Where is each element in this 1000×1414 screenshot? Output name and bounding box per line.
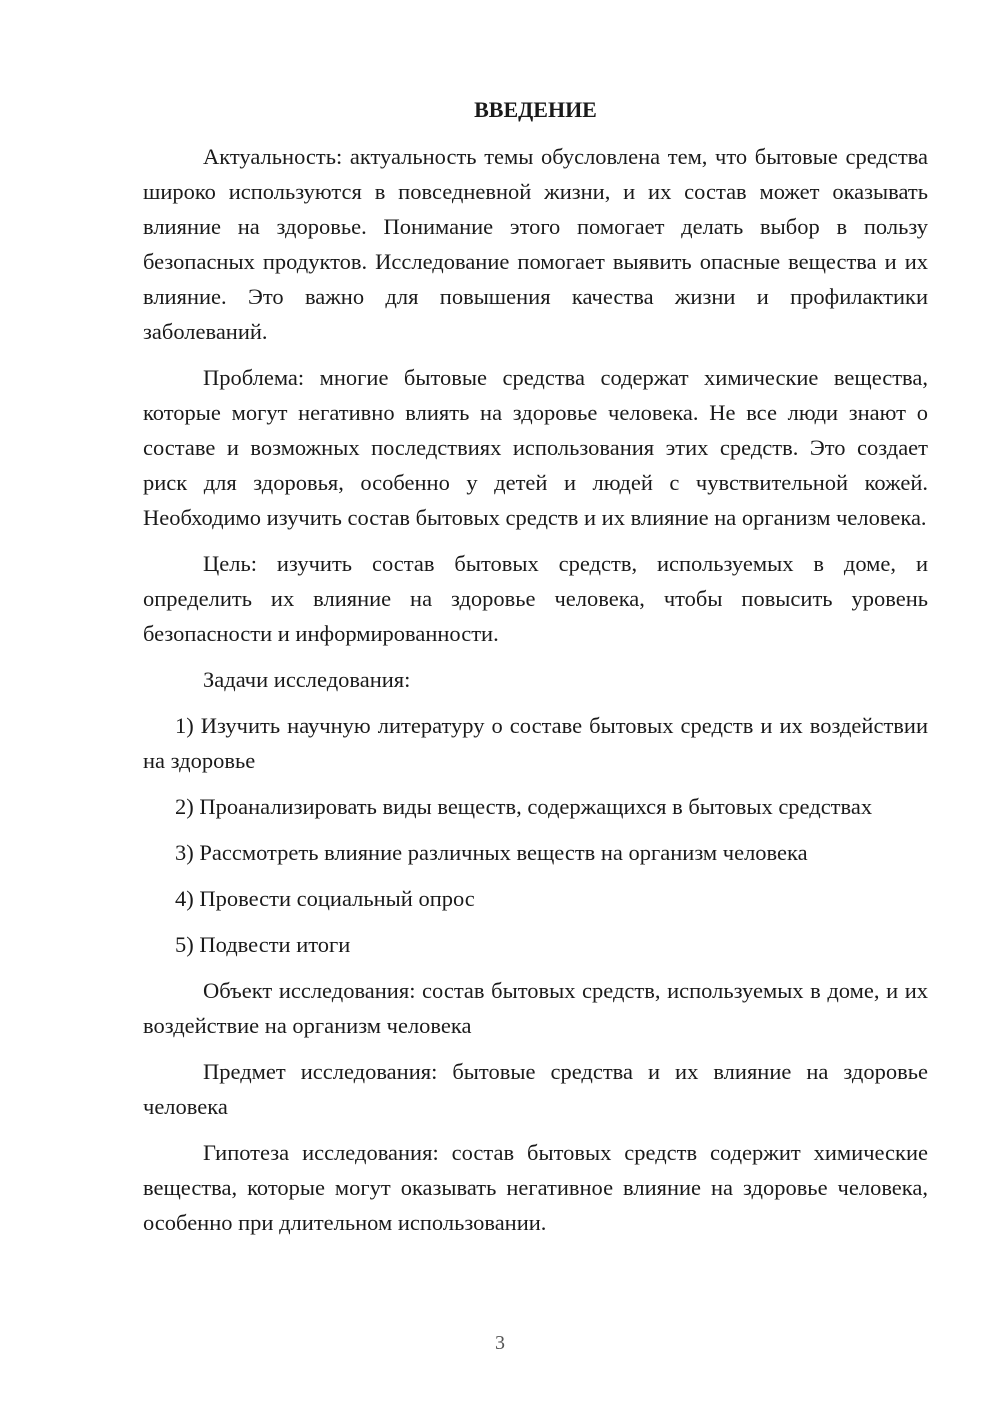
task-item: 3) Рассмотреть влияние различных веществ на организм человека	[175, 840, 808, 865]
section-title: ВВЕДЕНИЕ	[474, 97, 597, 122]
paragraph-goal: Цель: изучить состав бытовых средств, используемых в доме, и определить их влияние на здоровье человека, чтобы повысить уровень безопасности и информированности.	[143, 551, 928, 646]
tasks-list	[143, 708, 928, 962]
tasks-heading: Задачи исследования:	[203, 667, 411, 692]
paragraph-hypothesis: Гипотеза исследования: состав бытовых средств содержит химические вещества, которые могут оказывать негативное влияние на здоровье человека, особенно при длительном использовании.	[143, 1140, 928, 1235]
paragraph-object: Объект исследования: состав бытовых средств, используемых в доме, и их воздействие на организм человека	[143, 978, 928, 1038]
task-item: 2) Проанализировать виды веществ, содержащихся в бытовых средствах	[175, 794, 873, 819]
task-item: 4) Провести социальный опрос	[175, 886, 475, 911]
paragraph-subject: Предмет исследования: бытовые средства и их влияние на здоровье человека	[143, 1059, 928, 1119]
document-page	[143, 94, 928, 1251]
page-number: 3	[495, 1332, 505, 1354]
paragraph-problem: Проблема: многие бытовые средства содержат химические вещества, которые могут негативно влиять на здоровье человека. Не все люди знают о составе и возможных последствиях использования этих средств. Это создает риск для здоровья, особенно у детей и людей с чувствительной кожей. Необходимо изучить состав бытовых средств и их влияние на организм человека.	[143, 365, 928, 530]
task-item: 1) Изучить научную литературу о составе бытовых средств и их воздействии на здоровье	[143, 713, 928, 773]
task-item: 5) Подвести итоги	[175, 932, 351, 957]
paragraph-relevance: Актуальность: актуальность темы обусловлена тем, что бытовые средства широко используются в повседневной жизни, и их состав может оказывать влияние на здоровье. Понимание этого помогает делать выбор в пользу безопасных продуктов. Исследование помогает выявить опасные вещества и их влияние. Это важно для повышения качества жизни и профилактики заболеваний.	[143, 144, 928, 344]
